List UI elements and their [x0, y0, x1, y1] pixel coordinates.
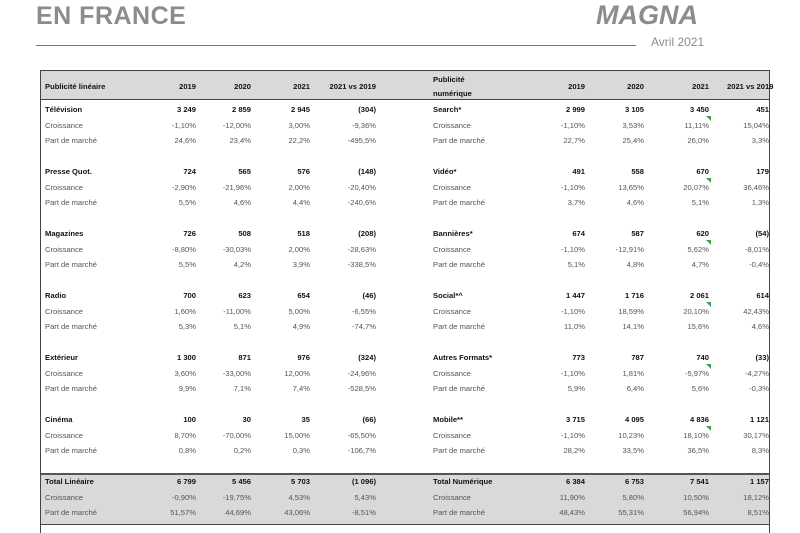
digital-growth-cell: 13,65% — [618, 182, 644, 192]
comment-marker-icon — [706, 364, 711, 369]
digital-growth-cell: 10,50% — [683, 492, 709, 502]
linear-growth-label: Croissance — [45, 244, 83, 254]
linear-growth-label: Croissance — [45, 306, 83, 316]
digital-share-label: Part de marché — [433, 322, 485, 331]
digital-growth-cell: 5,80% — [622, 492, 644, 502]
linear-share-cell: 7,4% — [292, 384, 310, 393]
linear-growth-cell: 2,00% — [288, 182, 310, 192]
linear-value-cell: 100 — [183, 415, 196, 424]
digital-value-cell: 1 716 — [624, 291, 644, 300]
digital-share-cell: 3,3% — [751, 136, 769, 145]
digital-growth-cell: -1,10% — [560, 244, 585, 254]
digital-growth-cell: -5,97% — [684, 368, 709, 378]
digital-share-cell: 15,6% — [687, 322, 709, 331]
linear-share-cell: 0,3% — [292, 446, 310, 455]
linear-share-cell: 7,1% — [233, 384, 251, 393]
linear-value-cell: (304) — [358, 105, 376, 114]
linear-growth-label: Croissance — [45, 368, 83, 378]
linear-growth-cell: 5,43% — [354, 492, 376, 502]
page-title: EN FRANCE — [36, 2, 187, 30]
linear-growth-cell: 3,60% — [174, 368, 196, 378]
digital-share-cell: -0,3% — [749, 384, 769, 393]
digital-share-cell: 4,8% — [626, 260, 644, 269]
linear-growth-cell: -8,80% — [171, 244, 196, 254]
linear-share-cell: 44,69% — [225, 508, 251, 517]
digital-share-cell: -0,4% — [749, 260, 769, 269]
digital-share-label: Part de marché — [433, 260, 485, 269]
linear-share-cell: -106,7% — [347, 446, 376, 455]
report-date: Avril 2021 — [651, 35, 705, 49]
linear-growth-cell: -2,90% — [171, 182, 196, 192]
linear-column-header: 2021 vs 2019 — [329, 82, 376, 91]
digital-share-cell: 5,6% — [691, 384, 709, 393]
linear-share-cell: 5,1% — [233, 322, 251, 331]
digital-row-label: Autres Formats* — [433, 353, 493, 362]
digital-growth-label: Croissance — [433, 492, 471, 502]
digital-column-header: 2019 — [568, 82, 585, 91]
digital-share-cell: 4,6% — [626, 198, 644, 207]
digital-share-cell: 4,7% — [691, 260, 709, 269]
linear-value-cell: 3 249 — [176, 105, 196, 114]
digital-row-label: Mobile** — [433, 415, 463, 424]
digital-growth-cell: 30,17% — [743, 430, 769, 440]
digital-share-cell: 11,0% — [564, 322, 585, 331]
linear-value-cell: 508 — [238, 229, 251, 238]
digital-value-cell: 1 157 — [749, 477, 769, 486]
linear-growth-label: Croissance — [45, 120, 83, 130]
linear-share-cell: 0,2% — [233, 446, 251, 455]
digital-value-cell: 587 — [631, 229, 644, 238]
linear-share-label: Part de marché — [45, 322, 97, 331]
linear-growth-cell: -30,03% — [222, 244, 251, 254]
linear-share-label: Part de marché — [45, 136, 97, 145]
linear-share-label: Part de marché — [45, 384, 97, 393]
linear-value-cell: 724 — [183, 167, 196, 176]
comment-marker-icon — [706, 178, 711, 183]
digital-growth-cell: 3,53% — [622, 120, 644, 130]
linear-row-label: Télévision — [45, 105, 83, 114]
digital-growth-cell: -1,10% — [560, 120, 585, 130]
linear-growth-cell: 3,00% — [288, 120, 310, 130]
linear-growth-cell: 8,70% — [174, 430, 196, 440]
digital-column-header: 2021 vs 2019 — [727, 82, 774, 91]
linear-growth-cell: -28,63% — [347, 244, 376, 254]
linear-share-cell: 4,9% — [292, 322, 310, 331]
linear-share-cell: 9,9% — [178, 384, 196, 393]
digital-value-cell: 674 — [572, 229, 585, 238]
linear-share-cell: -528,5% — [347, 384, 376, 393]
digital-share-cell: 6,4% — [626, 384, 644, 393]
linear-share-cell: 4,4% — [292, 198, 310, 207]
digital-row-label: Search* — [433, 105, 462, 114]
digital-value-cell: 1 447 — [565, 291, 585, 300]
linear-column-header: 2021 — [293, 82, 310, 91]
digital-value-cell: 670 — [696, 167, 709, 176]
digital-growth-cell: 20,10% — [683, 306, 709, 316]
digital-heading: Publicité — [433, 75, 465, 84]
linear-value-cell: 518 — [297, 229, 310, 238]
linear-share-cell: 23,4% — [229, 136, 251, 145]
digital-share-label: Part de marché — [433, 198, 485, 207]
linear-growth-label: Croissance — [45, 430, 83, 440]
linear-value-cell: (324) — [358, 353, 376, 362]
linear-column-header: 2019 — [179, 82, 196, 91]
digital-share-cell: 22,7% — [563, 136, 585, 145]
digital-growth-cell: 5,62% — [687, 244, 709, 254]
digital-share-cell: 25,4% — [622, 136, 644, 145]
linear-value-cell: 700 — [183, 291, 196, 300]
linear-growth-cell: -24,96% — [347, 368, 376, 378]
linear-value-cell: 976 — [297, 353, 310, 362]
digital-row-label: Social*^ — [433, 291, 463, 300]
linear-share-cell: 43,06% — [284, 508, 310, 517]
linear-growth-cell: -9,36% — [351, 120, 376, 130]
digital-growth-cell: 15,04% — [743, 120, 769, 130]
linear-value-cell: (46) — [362, 291, 376, 300]
digital-growth-cell: 11,90% — [559, 492, 585, 502]
digital-growth-cell: 20,07% — [683, 182, 709, 192]
digital-growth-label: Croissance — [433, 120, 471, 130]
linear-share-label: Part de marché — [45, 260, 97, 269]
digital-value-cell: 3 715 — [565, 415, 585, 424]
linear-value-cell: 2 945 — [290, 105, 310, 114]
digital-growth-cell: 1,81% — [622, 368, 644, 378]
digital-share-cell: 36,5% — [687, 446, 709, 455]
digital-value-cell: 6 384 — [565, 477, 585, 486]
linear-value-cell: 726 — [183, 229, 196, 238]
digital-growth-cell: 10,23% — [618, 430, 644, 440]
digital-row-label: Total Numérique — [433, 477, 493, 486]
digital-share-cell: 48,43% — [559, 508, 585, 517]
digital-value-cell: 179 — [756, 167, 769, 176]
linear-value-cell: 2 859 — [231, 105, 251, 114]
linear-share-cell: 51,57% — [170, 508, 196, 517]
digital-share-cell: 1,3% — [751, 198, 769, 207]
linear-row-label: Presse Quot. — [45, 167, 92, 176]
linear-growth-cell: 5,00% — [288, 306, 310, 316]
digital-value-cell: 558 — [631, 167, 644, 176]
digital-value-cell: 2 999 — [565, 105, 585, 114]
linear-growth-cell: -65,50% — [347, 430, 376, 440]
linear-share-cell: 5,3% — [178, 322, 196, 331]
digital-growth-label: Croissance — [433, 430, 471, 440]
digital-share-cell: 28,2% — [563, 446, 585, 455]
digital-row-label: Bannières* — [433, 229, 473, 238]
linear-share-cell: -8,51% — [351, 508, 376, 517]
digital-share-label: Part de marché — [433, 384, 485, 393]
digital-value-cell: 451 — [756, 105, 769, 114]
linear-growth-cell: -33,00% — [222, 368, 251, 378]
linear-share-cell: -74,7% — [351, 322, 376, 331]
digital-growth-cell: 18,12% — [743, 492, 769, 502]
linear-share-cell: 5,5% — [178, 260, 196, 269]
digital-value-cell: 491 — [572, 167, 585, 176]
digital-share-label: Part de marché — [433, 508, 485, 517]
linear-growth-cell: -1,10% — [171, 120, 196, 130]
digital-growth-cell: 11,11% — [684, 120, 709, 130]
digital-growth-cell: -1,10% — [560, 182, 585, 192]
header-divider — [36, 45, 636, 46]
linear-growth-cell: 15,00% — [284, 430, 310, 440]
digital-value-cell: (54) — [755, 229, 769, 238]
digital-growth-cell: -1,10% — [560, 430, 585, 440]
linear-share-cell: 0,8% — [178, 446, 196, 455]
digital-value-cell: 1 121 — [749, 415, 769, 424]
magna-logo: MAGNA — [596, 0, 698, 30]
comment-marker-icon — [706, 240, 711, 245]
linear-growth-cell: -12,00% — [222, 120, 251, 130]
linear-share-label: Part de marché — [45, 446, 97, 455]
digital-value-cell: 6 753 — [624, 477, 644, 486]
linear-value-cell: 30 — [242, 415, 251, 424]
digital-value-cell: 614 — [756, 291, 769, 300]
digital-share-cell: 56,94% — [683, 508, 709, 517]
linear-share-cell: 22,2% — [288, 136, 310, 145]
linear-share-cell: -240,6% — [347, 198, 376, 207]
digital-share-cell: 3,7% — [567, 198, 585, 207]
digital-value-cell: 620 — [696, 229, 709, 238]
digital-share-cell: 5,1% — [691, 198, 709, 207]
digital-row-label: Vidéo* — [433, 167, 457, 176]
comment-marker-icon — [706, 426, 711, 431]
digital-growth-cell: 18,59% — [618, 306, 644, 316]
linear-share-cell: 4,6% — [233, 198, 251, 207]
linear-value-cell: 576 — [297, 167, 310, 176]
linear-growth-cell: 2,00% — [288, 244, 310, 254]
linear-share-cell: 24,6% — [174, 136, 196, 145]
digital-value-cell: (33) — [755, 353, 769, 362]
digital-growth-cell: -8,01% — [744, 244, 769, 254]
linear-growth-cell: -21,96% — [222, 182, 251, 192]
linear-value-cell: (208) — [358, 229, 376, 238]
linear-value-cell: 623 — [238, 291, 251, 300]
digital-share-label: Part de marché — [433, 136, 485, 145]
linear-value-cell: 5 456 — [231, 477, 251, 486]
digital-growth-cell: -12,91% — [615, 244, 644, 254]
digital-share-label: Part de marché — [433, 446, 485, 455]
digital-share-cell: 5,9% — [567, 384, 585, 393]
ad-market-table — [40, 70, 774, 533]
linear-share-cell: 5,5% — [178, 198, 196, 207]
linear-growth-cell: -70,00% — [222, 430, 251, 440]
linear-heading: Publicité linéaire — [45, 82, 106, 91]
digital-growth-label: Croissance — [433, 182, 471, 192]
linear-row-label: Magazines — [45, 229, 84, 238]
digital-share-cell: 14,1% — [622, 322, 644, 331]
digital-growth-cell: -1,10% — [560, 306, 585, 316]
linear-value-cell: 871 — [238, 353, 251, 362]
linear-growth-cell: -6,55% — [351, 306, 376, 316]
digital-column-header: 2020 — [627, 82, 644, 91]
linear-growth-cell: 12,00% — [284, 368, 310, 378]
digital-value-cell: 4 836 — [689, 415, 709, 424]
linear-growth-cell: -0,90% — [171, 492, 196, 502]
digital-value-cell: 740 — [696, 353, 709, 362]
linear-share-label: Part de marché — [45, 198, 97, 207]
linear-growth-cell: 1,60% — [174, 306, 196, 316]
linear-row-label: Cinéma — [45, 415, 73, 424]
digital-growth-label: Croissance — [433, 306, 471, 316]
linear-growth-cell: 4,53% — [288, 492, 310, 502]
linear-value-cell: 654 — [297, 291, 310, 300]
digital-value-cell: 4 095 — [624, 415, 644, 424]
digital-growth-label: Croissance — [433, 368, 471, 378]
digital-growth-cell: -1,10% — [560, 368, 585, 378]
linear-value-cell: (1 096) — [351, 477, 376, 486]
digital-growth-cell: 42,43% — [743, 306, 769, 316]
digital-value-cell: 3 105 — [624, 105, 644, 114]
linear-column-header: 2020 — [234, 82, 251, 91]
digital-share-cell: 55,31% — [618, 508, 644, 517]
linear-value-cell: 1 300 — [176, 353, 196, 362]
digital-value-cell: 787 — [631, 353, 644, 362]
linear-share-cell: -495,5% — [347, 136, 376, 145]
digital-share-cell: 4,6% — [751, 322, 769, 331]
digital-column-header: 2021 — [692, 82, 709, 91]
digital-growth-cell: 18,10% — [683, 430, 709, 440]
linear-row-label: Extérieur — [45, 353, 78, 362]
linear-row-label: Total Linéaire — [45, 477, 94, 486]
comment-marker-icon — [706, 116, 711, 121]
linear-row-label: Radio — [45, 291, 67, 300]
linear-value-cell: (148) — [358, 167, 376, 176]
linear-growth-cell: -20,40% — [347, 182, 376, 192]
digital-value-cell: 2 061 — [689, 291, 709, 300]
linear-share-cell: 4,2% — [233, 260, 251, 269]
linear-value-cell: 6 799 — [176, 477, 196, 486]
digital-heading-sub: numérique — [433, 89, 472, 98]
digital-value-cell: 7 541 — [689, 477, 709, 486]
digital-value-cell: 773 — [572, 353, 585, 362]
linear-share-label: Part de marché — [45, 508, 97, 517]
linear-share-cell: 3,9% — [292, 260, 310, 269]
linear-growth-label: Croissance — [45, 182, 83, 192]
digital-growth-label: Croissance — [433, 244, 471, 254]
linear-value-cell: (66) — [362, 415, 376, 424]
digital-growth-cell: -4,27% — [744, 368, 769, 378]
linear-growth-cell: -11,00% — [223, 306, 251, 316]
linear-value-cell: 5 703 — [290, 477, 310, 486]
comment-marker-icon — [706, 302, 711, 307]
digital-value-cell: 3 450 — [689, 105, 709, 114]
linear-value-cell: 565 — [238, 167, 251, 176]
digital-growth-cell: 36,46% — [743, 182, 769, 192]
linear-growth-cell: -19,75% — [222, 492, 251, 502]
linear-growth-label: Croissance — [45, 492, 83, 502]
digital-share-cell: 8,3% — [751, 446, 769, 455]
digital-share-cell: 5,1% — [567, 260, 585, 269]
digital-share-cell: 33,5% — [622, 446, 644, 455]
digital-share-cell: 8,51% — [747, 508, 769, 517]
digital-share-cell: 26,0% — [687, 136, 709, 145]
linear-value-cell: 35 — [301, 415, 310, 424]
linear-share-cell: -338,5% — [347, 260, 376, 269]
